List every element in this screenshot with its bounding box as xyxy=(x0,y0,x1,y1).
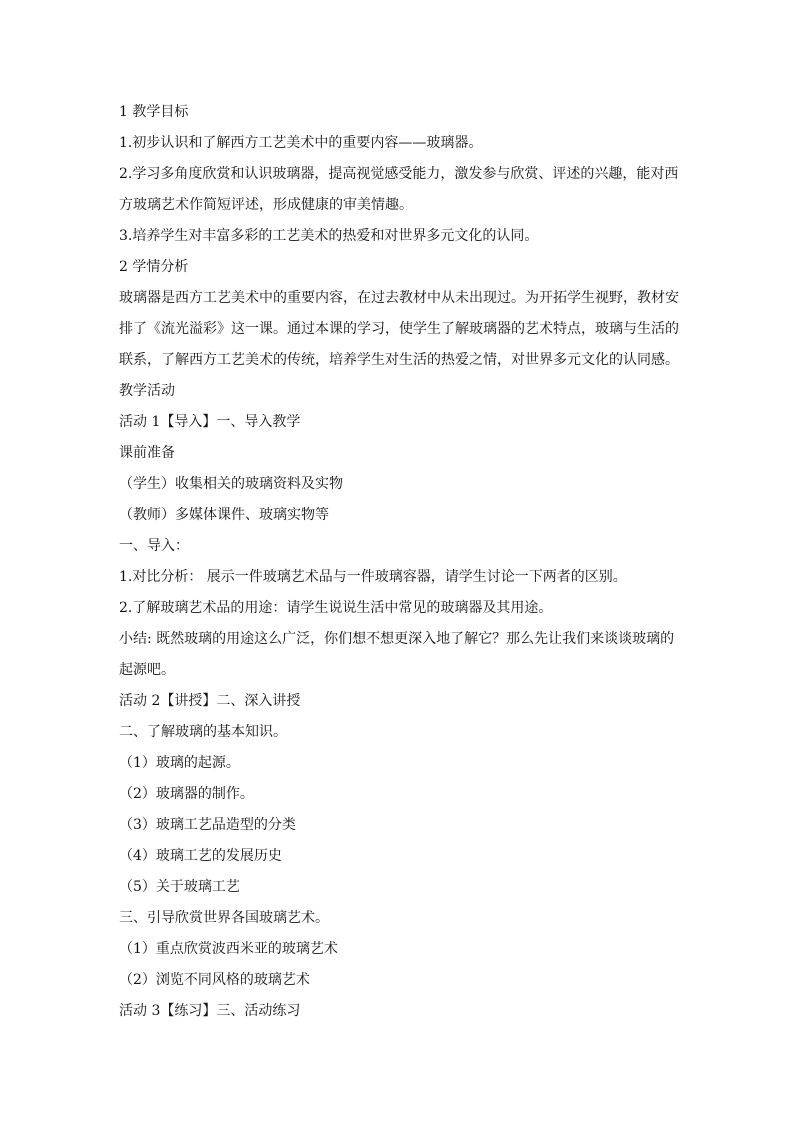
preparation-students: （学生）收集相关的玻璃资料及实物 xyxy=(119,476,343,492)
knowledge-item-2: （2）玻璃器的制作。 xyxy=(119,786,254,802)
appreciation-heading: 三、引导欣赏世界各国玻璃艺术。 xyxy=(119,910,329,926)
activity-2-heading: 活动 2【讲授】二、深入讲授 xyxy=(119,693,301,709)
appreciation-item-2: （2）浏览不同风格的玻璃艺术 xyxy=(119,972,310,988)
section-heading-student-analysis: 2 学情分析 xyxy=(119,259,189,275)
preparation-heading: 课前准备 xyxy=(119,445,175,461)
knowledge-item-4: （4）玻璃工艺的发展历史 xyxy=(119,848,282,864)
activity-1-heading: 活动 1【导入】一、导入教学 xyxy=(119,414,301,430)
appreciation-item-1: （1）重点欣赏波西米亚的玻璃艺术 xyxy=(119,941,338,957)
document-body xyxy=(119,100,679,1030)
intro-item-2: 2.了解玻璃艺术品的用途：请学生说说生活中常见的玻璃器及其用途。 xyxy=(119,600,553,616)
student-analysis-paragraph: 玻璃器是西方工艺美术中的重要内容，在过去教材中从未出现过。为开拓学生视野，教材安排了《流光溢彩》这一课。通过本课的学习，使学生了解玻璃器的艺术特点，玻璃与生活的联系，了解西方工艺美术的传统，培养学生对生活的热爱之情，对世界多元文化的认同感。 xyxy=(119,290,679,368)
knowledge-item-3: （3）玻璃工艺品造型的分类 xyxy=(119,817,296,833)
section-heading-teaching-goals: 1 教学目标 xyxy=(119,104,189,120)
intro-heading: 一、导入： xyxy=(119,538,189,554)
activity-3-heading: 活动 3【练习】三、活动练习 xyxy=(119,1003,301,1019)
intro-summary: 小结: 既然玻璃的用途这么广泛，你们想不想更深入地了解它？那么先让我们来谈谈玻璃的起源吧。 xyxy=(119,631,675,678)
preparation-teacher: （教师）多媒体课件、玻璃实物等 xyxy=(119,507,329,523)
knowledge-item-5: （5）关于玻璃工艺 xyxy=(119,879,240,895)
goal-1: 1.初步认识和了解西方工艺美术中的重要内容——玻璃器。 xyxy=(119,135,483,151)
intro-item-1: 1.对比分析： 展示一件玻璃艺术品与一件玻璃容器，请学生讨论一下两者的区别。 xyxy=(119,569,627,585)
basic-knowledge-heading: 二、了解玻璃的基本知识。 xyxy=(119,724,287,740)
goal-3: 3.培养学生对丰富多彩的工艺美术的热爱和对世界多元文化的认同。 xyxy=(119,228,539,244)
knowledge-item-1: （1）玻璃的起源。 xyxy=(119,755,240,771)
goal-2: 2.学习多角度欣赏和认识玻璃器，提高视觉感受能力，激发参与欣赏、评述的兴趣，能对西方玻璃艺术作简短评述，形成健康的审美情趣。 xyxy=(119,166,679,213)
section-heading-activities: 教学活动 xyxy=(119,383,175,399)
